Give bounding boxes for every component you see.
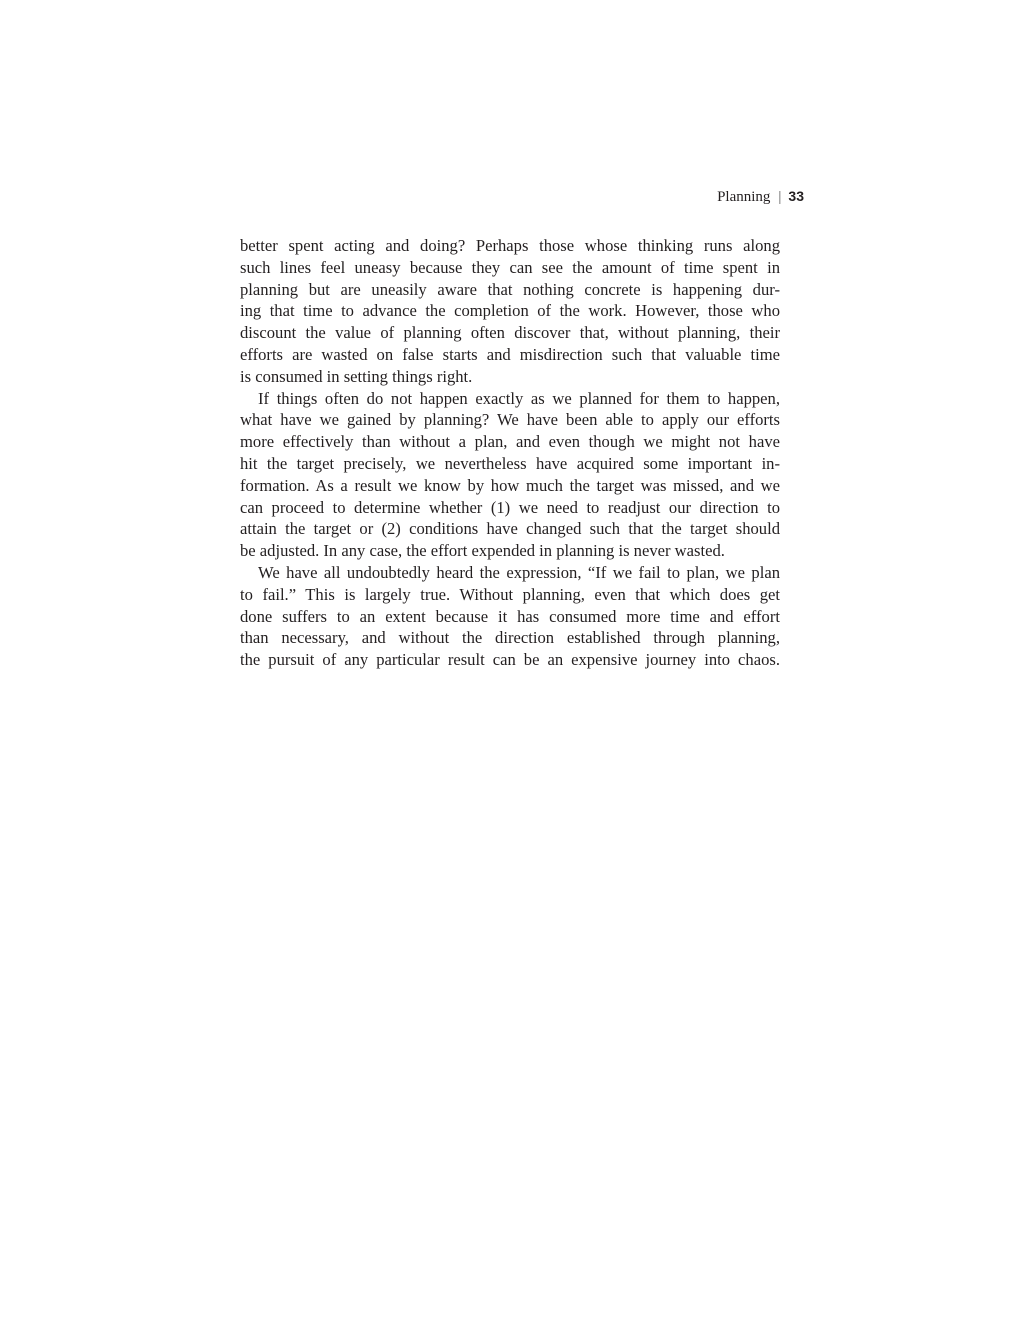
text-line: better spent acting and doing? Perhaps those whose thinking runs along (240, 236, 780, 255)
text-line: such lines feel uneasy because they can see the amount of time spent in (240, 257, 780, 277)
text-line: planning but are uneasily aware that nothing concrete is happening dur- (240, 279, 780, 299)
text-line: efforts are wasted on false starts and misdirection such that valuable time (240, 344, 780, 364)
running-head-section: Planning (717, 189, 771, 205)
paragraph-1 (240, 235, 780, 388)
paragraph-2 (240, 388, 780, 562)
text-line: be adjusted. In any case, the effort expended in planning is never wasted. (240, 541, 725, 561)
running-head-separator: | (778, 189, 782, 205)
text-line: ing that time to advance the completion of the work. However, those who (240, 301, 780, 321)
text-line: more effectively than without a plan, and even though we might not have (240, 432, 780, 452)
text-line: If things often do not happen exactly as we planned for them to happen, (258, 388, 780, 408)
text-line: to fail.” This is largely true. Without planning, even that which does get (240, 584, 780, 604)
text-line: formation. As a result we know by how much the target was missed, and we (240, 475, 780, 495)
text-line: the pursuit of any particular result can be an expensive journey into chaos. (240, 650, 780, 670)
running-head (560, 186, 804, 207)
text-line: We have all undoubtedly heard the expression, “If we fail to plan, we plan (258, 562, 780, 582)
body-text (240, 235, 780, 671)
text-line: hit the target precisely, we nevertheless have acquired some important in- (240, 453, 780, 473)
page-number: 33 (788, 188, 804, 204)
paragraph-3 (240, 562, 780, 671)
text-line: done suffers to an extent because it has consumed more time and effort (240, 606, 780, 626)
text-line: attain the target or (2) conditions have changed such that the target should (240, 519, 780, 539)
text-line: can proceed to determine whether (1) we need to readjust our direction to (240, 497, 780, 517)
text-line: what have we gained by planning? We have been able to apply our efforts (240, 410, 780, 430)
text-line: discount the value of planning often discover that, without planning, their (240, 323, 780, 343)
text-line: than necessary, and without the direction established through planning, (240, 628, 780, 648)
text-line: is consumed in setting things right. (240, 366, 473, 386)
